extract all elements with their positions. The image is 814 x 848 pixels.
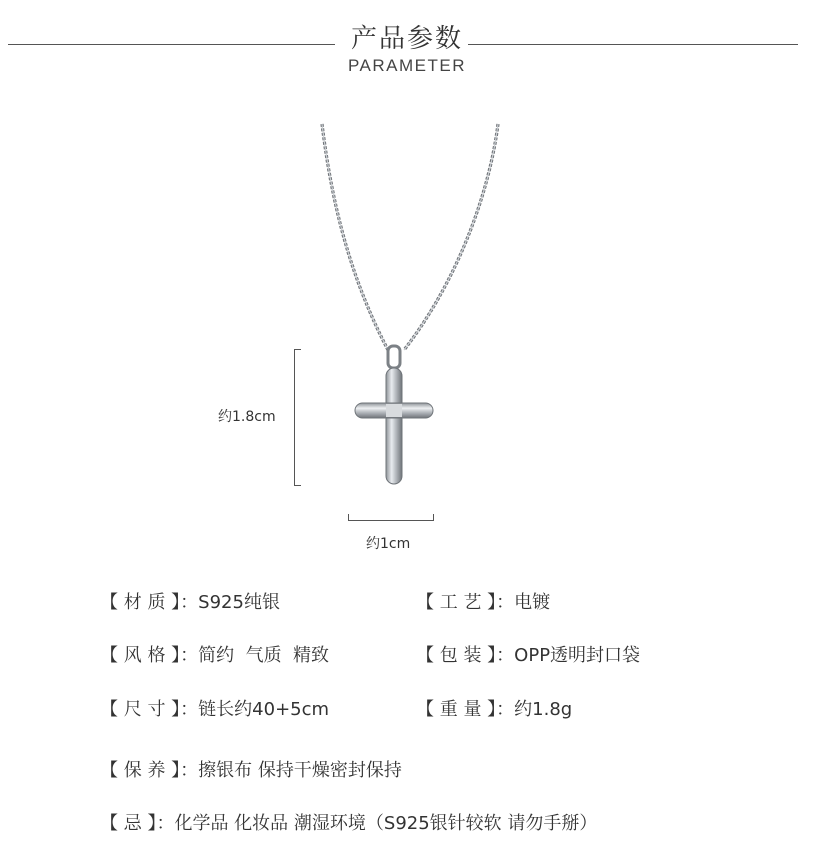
spec-packaging (416, 641, 640, 667)
spec-value: 电镀 (514, 592, 551, 613)
height-label: 约1.8cm (218, 409, 276, 425)
height-dimension-bracket (294, 349, 301, 486)
spec-weight (416, 695, 572, 721)
width-dimension-bracket (348, 514, 434, 521)
spec-key: 【 保 养 】： (100, 760, 199, 781)
spec-style (100, 641, 329, 667)
spec-material (100, 588, 280, 614)
page-subtitle: PARAMETER (347, 56, 467, 75)
spec-size (100, 695, 329, 721)
spec-care (100, 756, 402, 782)
spec-key: 【 尺 寸 】： (100, 699, 199, 720)
spec-avoid (100, 809, 597, 835)
spec-craft (416, 588, 550, 614)
page-title: 产品参数 (350, 24, 463, 54)
spec-key: 【 忌 】： (100, 813, 175, 834)
spec-value: S925纯银 (198, 592, 280, 613)
spec-value: 擦银布 保持干燥密封保持 (198, 760, 402, 781)
spec-value: OPP透明封口袋 (514, 645, 641, 666)
cross-vertical-bar (386, 368, 402, 484)
spec-key: 【 工 艺 】： (416, 592, 515, 613)
chain-right (404, 124, 498, 350)
spec-key: 【 材 质 】： (100, 592, 199, 613)
spec-key: 【 包 装 】： (416, 645, 515, 666)
spec-value: 简约 气质 精致 (198, 645, 330, 666)
spec-value: 化学品 化妆品 潮湿环境（S925银针较软 请勿手掰） (174, 813, 598, 834)
width-label: 约1cm (366, 536, 411, 552)
cross-pendant-necklace-image (300, 118, 520, 498)
spec-value: 链长约40+5cm (198, 699, 330, 720)
spec-value: 约1.8g (514, 699, 573, 720)
chain-left (322, 124, 388, 350)
spec-key: 【 风 格 】： (100, 645, 199, 666)
spec-key: 【 重 量 】： (416, 699, 515, 720)
